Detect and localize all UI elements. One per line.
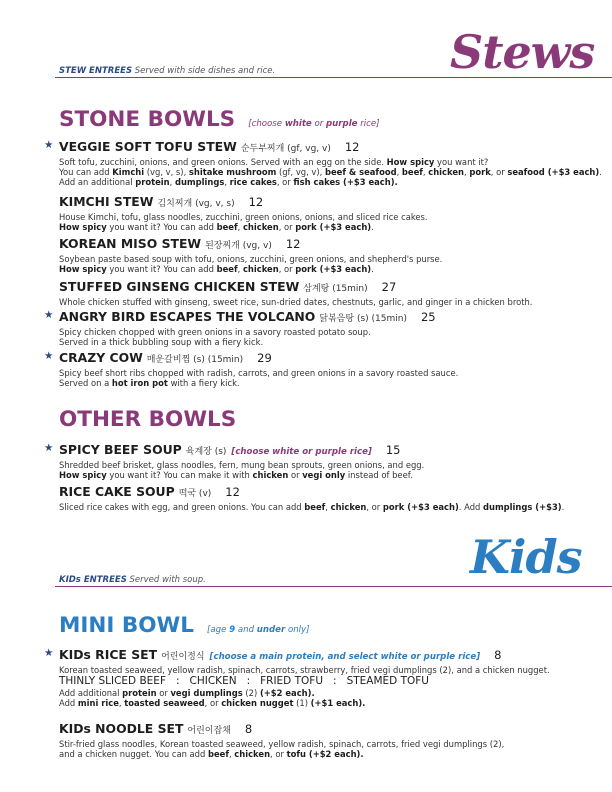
- text-run: pork: [469, 167, 491, 178]
- text-run: (1): [293, 698, 311, 709]
- item-price: 25: [420, 310, 436, 324]
- text-run: you want it? You can make it with: [106, 470, 253, 481]
- text-run: Korean toasted seaweed, yellow radish, spinach, carrots, strawberry, fried vegi dumplings (2), and a chicken nugget.: [59, 665, 550, 675]
- item-korean-tags: 닭볶음탕 (s) (15min): [319, 314, 407, 324]
- text-run: ,: [237, 222, 243, 233]
- text-run: chicken: [428, 167, 464, 178]
- option-separator: :: [175, 675, 180, 688]
- mini-bowl-title: MINI BOWL: [59, 613, 194, 638]
- text-run: rice]: [357, 119, 380, 129]
- text-run: purple: [315, 447, 347, 457]
- text-run: rice]: [455, 652, 481, 662]
- item-price: 27: [381, 280, 397, 294]
- text-run: you want it? You can add: [106, 222, 217, 233]
- text-run: , or: [366, 502, 383, 512]
- text-run: Add: [59, 698, 78, 709]
- item-name: KIMCHI STEW: [59, 194, 154, 209]
- item-note: [231, 447, 371, 457]
- text-run: chicken: [242, 264, 279, 275]
- kids-script-title: Kids: [470, 530, 582, 584]
- protein-option: STEAMED TOFU: [346, 675, 429, 688]
- text-run: ,: [325, 502, 331, 512]
- text-run: main protein: [259, 652, 322, 662]
- text-run: , or: [276, 177, 294, 188]
- text-run: Soybean paste based soup with tofu, onions, zucchini, green onions, and shepherd's purse.: [59, 254, 443, 264]
- stew-entrees-label: [59, 66, 275, 76]
- text-run: Soft tofu, zucchini, onions, and green onions. Served with an egg on the side.: [59, 157, 387, 167]
- text-run: How spicy: [59, 222, 107, 233]
- text-run: House Kimchi, tofu, glass noodles, zucchini, green onions, onions, and sliced rice cakes.: [59, 212, 428, 222]
- text-run: ,: [224, 177, 230, 188]
- text-run: Add an additional: [59, 177, 136, 188]
- text-run: .: [561, 502, 565, 512]
- text-run: protein: [122, 688, 157, 699]
- item-description-line: [59, 470, 599, 480]
- text-run: [choose a: [209, 652, 260, 662]
- item-korean-tags: 매운갈비찜 (s) (15min): [146, 355, 244, 365]
- text-run: white: [272, 447, 300, 457]
- item-header: [59, 139, 599, 157]
- star-icon: ★: [44, 647, 54, 659]
- text-run: ,: [422, 167, 429, 178]
- text-run: Kimchi: [112, 167, 145, 178]
- text-run: shitake mushroom: [188, 167, 277, 178]
- text-run: under: [256, 625, 286, 635]
- text-run: beef: [401, 167, 423, 178]
- text-run: beef: [216, 264, 238, 275]
- kids-divider: [55, 586, 612, 587]
- text-run: vegi dumplings: [170, 688, 243, 699]
- text-run: ,: [396, 167, 402, 178]
- item-price: 8: [494, 648, 502, 662]
- item-description-line: [59, 368, 599, 378]
- item-header: [59, 194, 599, 212]
- text-run: mini rice: [77, 698, 119, 709]
- item-price: 15: [385, 443, 401, 457]
- text-run: beef: [216, 222, 238, 233]
- item-name: RICE CAKE SOUP: [59, 484, 175, 499]
- text-run: you want it? You can add: [106, 264, 217, 275]
- item-description-line: [59, 739, 599, 749]
- text-run: rice cakes: [229, 177, 277, 188]
- option-separator: :: [333, 675, 337, 688]
- item-header: [59, 350, 599, 368]
- text-run: white: [284, 119, 312, 129]
- item-korean-tags: 어린이잡채: [187, 726, 231, 736]
- text-run: 9: [229, 625, 236, 635]
- text-run: Shredded beef brisket, glass noodles, fern, mung bean sprouts, green onions, and egg.: [59, 460, 425, 470]
- item-korean-tags: 떡국 (v): [178, 489, 212, 499]
- text-run: .: [371, 264, 374, 275]
- menu-item: [59, 279, 599, 307]
- text-run: purple: [423, 652, 456, 662]
- kids-entrees-label: [59, 575, 206, 585]
- text-run: vegi only: [302, 470, 346, 481]
- text-run: chicken: [330, 502, 367, 512]
- item-description-line: [59, 177, 599, 187]
- text-run: Sliced rice cakes with egg, and green onions. You can add: [59, 502, 305, 512]
- text-run: Whole chicken stuffed with ginseng, sweet rice, sun-dried dates, chestnuts, garlic, and ginger in a chicken broth.: [59, 297, 533, 307]
- item-name: STUFFED GINSENG CHICKEN STEW: [59, 279, 300, 294]
- protein-option: THINLY SLICED BEEF: [59, 675, 166, 688]
- stew-entrees-subtitle: Served with side dishes and rice.: [134, 66, 276, 76]
- text-run: [choose: [248, 119, 285, 129]
- item-korean-tags: 된장찌개 (vg, v): [205, 241, 272, 251]
- item-description-line: [59, 665, 599, 675]
- item-description-line: [59, 157, 599, 167]
- other-bowls-title: OTHER BOWLS: [59, 407, 237, 432]
- menu-item: [44, 309, 599, 348]
- star-icon: ★: [44, 442, 54, 454]
- text-run: seafood (+$3 each): [507, 167, 600, 178]
- text-run: dumplings (+$3): [483, 502, 562, 512]
- item-description-line: [59, 378, 599, 388]
- menu-item: [44, 442, 599, 481]
- item-description-line: [59, 327, 599, 337]
- item-price: 29: [257, 351, 272, 365]
- text-run: (+$1 each).: [310, 698, 366, 709]
- stone-bowls-title: STONE BOWLS: [59, 107, 236, 132]
- item-description-line: [59, 460, 599, 470]
- text-run: or: [407, 652, 424, 662]
- text-run: beef: [304, 502, 326, 512]
- protein-option: FRIED TOFU: [260, 675, 324, 688]
- text-run: How spicy: [386, 157, 435, 167]
- text-run: white: [380, 652, 408, 662]
- item-korean-tags: 삼계탕 (15min): [303, 284, 368, 294]
- menu-item: [59, 194, 599, 232]
- item-korean-tags: 순두부찌개 (gf, vg, v): [240, 144, 331, 154]
- item-name: CRAZY COW: [59, 350, 143, 365]
- text-run: (vg, v, s),: [144, 167, 189, 178]
- item-description-line: [59, 688, 599, 698]
- text-run: dumplings: [174, 177, 225, 188]
- text-run: You can add: [59, 167, 113, 178]
- protein-option: CHICKEN: [189, 675, 237, 688]
- text-run: How spicy: [59, 264, 107, 275]
- text-run: , or: [490, 167, 508, 178]
- text-run: How spicy: [59, 470, 107, 481]
- text-run: [choose: [231, 447, 273, 457]
- text-run: ,: [118, 698, 125, 709]
- text-run: and: [235, 625, 257, 635]
- menu-item: [59, 484, 599, 512]
- text-run: pork (+$3 each): [295, 264, 372, 275]
- text-run: Spicy chicken chopped with green onions in a savory roasted potato soup.: [59, 327, 371, 337]
- item-header: [59, 309, 599, 327]
- item-description-line: [59, 212, 599, 222]
- text-run: fish cakes (+$3 each).: [293, 177, 398, 188]
- text-run: , or: [278, 264, 296, 275]
- item-korean-tags: 어린이정식: [161, 652, 205, 662]
- item-header: [59, 647, 599, 665]
- text-run: beef: [207, 749, 229, 760]
- text-run: or: [156, 688, 171, 699]
- text-run: hot iron pot: [111, 378, 168, 389]
- item-name: VEGGIE SOFT TOFU STEW: [59, 139, 237, 154]
- item-description-line: [59, 337, 599, 347]
- item-header: [59, 721, 599, 739]
- text-run: pork (+$3 each): [295, 222, 372, 233]
- item-description-line: [59, 222, 599, 232]
- text-run: Stir-fried glass noodles, Korean toasted seaweed, yellow radish, spinach, carrots, fried vegi dumplings (2),: [59, 739, 505, 749]
- item-name: ANGRY BIRD ESCAPES THE VOLCANO: [59, 309, 316, 324]
- menu-item: [44, 350, 599, 389]
- star-icon: ★: [44, 350, 54, 362]
- text-run: . Add: [458, 502, 483, 512]
- item-description-line: [59, 749, 599, 759]
- star-icon: ★: [44, 309, 54, 321]
- item-name: KIDs RICE SET: [59, 647, 158, 662]
- text-run: .: [599, 167, 602, 178]
- text-run: , or: [270, 749, 287, 760]
- text-run: Spicy beef short ribs chopped with radish, carrots, and green onions in a savory roasted sauce.: [59, 368, 459, 378]
- text-run: chicken: [234, 749, 271, 760]
- item-note: [210, 652, 481, 662]
- item-description-line: [59, 167, 602, 178]
- text-run: Served in a thick bubbling soup with a fiery kick.: [59, 337, 264, 348]
- text-run: toasted seaweed: [124, 698, 205, 709]
- item-header: [59, 236, 599, 254]
- option-separator: :: [246, 675, 251, 688]
- text-run: (2): [242, 688, 260, 699]
- text-run: or: [299, 447, 316, 457]
- text-run: ,: [237, 264, 243, 275]
- text-run: , and select: [321, 652, 381, 662]
- item-header: [59, 484, 599, 502]
- text-run: , or: [278, 222, 296, 233]
- menu-item: [59, 721, 599, 759]
- text-run: (gf, vg, v),: [276, 167, 325, 178]
- kids-entrees-title: KIDs ENTREES: [59, 575, 127, 585]
- text-run: (+$2 each).: [259, 688, 315, 699]
- stone-bowls-heading: [59, 107, 380, 132]
- other-bowls-heading: [59, 407, 236, 432]
- text-run: or: [311, 119, 327, 129]
- text-run: beef & seafood: [324, 167, 397, 178]
- protein-options: [59, 675, 599, 688]
- text-run: [age: [207, 625, 230, 635]
- kids-entrees-subtitle: Served with soup.: [129, 575, 206, 585]
- star-icon: ★: [44, 139, 54, 151]
- item-description-line: [59, 698, 599, 708]
- stew-entrees-title: STEW ENTREES: [59, 66, 133, 76]
- text-run: tofu (+$2 each).: [286, 749, 364, 760]
- text-run: ,: [169, 177, 175, 188]
- item-header: [59, 279, 599, 297]
- item-korean-tags: 김치찌개 (vg, v, s): [157, 199, 235, 209]
- text-run: pork (+$3 each): [382, 502, 459, 512]
- text-run: you want it?: [434, 157, 489, 167]
- text-run: purple: [326, 119, 358, 129]
- menu-item: [44, 647, 599, 709]
- text-run: instead of beef.: [345, 470, 413, 481]
- item-price: 12: [248, 195, 264, 209]
- stone-bowls-note: [248, 119, 379, 129]
- item-header: [59, 442, 599, 460]
- text-run: , or: [204, 698, 222, 709]
- text-run: Served on a: [59, 378, 112, 389]
- item-korean-tags: 육계장 (s): [185, 447, 227, 457]
- item-price: 12: [285, 237, 301, 251]
- item-price: 12: [344, 140, 360, 154]
- item-price: 12: [225, 485, 240, 499]
- text-run: and a chicken nugget. You can add: [59, 749, 208, 760]
- text-run: ,: [464, 167, 470, 178]
- stews-script-title: Stews: [450, 25, 595, 79]
- text-run: chicken: [242, 222, 279, 233]
- text-run: with a fiery kick.: [167, 378, 240, 389]
- item-description-line: [59, 297, 599, 307]
- text-run: .: [371, 222, 374, 233]
- mini-bowl-note: [207, 625, 309, 635]
- item-name: SPICY BEEF SOUP: [59, 442, 182, 457]
- text-run: chicken: [252, 470, 289, 481]
- text-run: or: [288, 470, 303, 481]
- text-run: protein: [135, 177, 170, 188]
- text-run: ,: [228, 749, 235, 760]
- text-run: chicken nugget: [221, 698, 294, 709]
- item-description-line: [59, 502, 599, 512]
- item-name: KIDs NOODLE SET: [59, 721, 184, 736]
- item-price: 8: [244, 722, 253, 736]
- menu-item: [44, 139, 602, 188]
- item-name: KOREAN MISO STEW: [59, 236, 202, 251]
- text-run: rice]: [346, 447, 372, 457]
- text-run: only]: [285, 625, 310, 635]
- item-description-line: [59, 264, 599, 274]
- menu-item: [59, 236, 599, 274]
- item-description-line: [59, 254, 599, 264]
- mini-bowl-heading: [59, 613, 310, 638]
- text-run: Add additional: [59, 688, 123, 699]
